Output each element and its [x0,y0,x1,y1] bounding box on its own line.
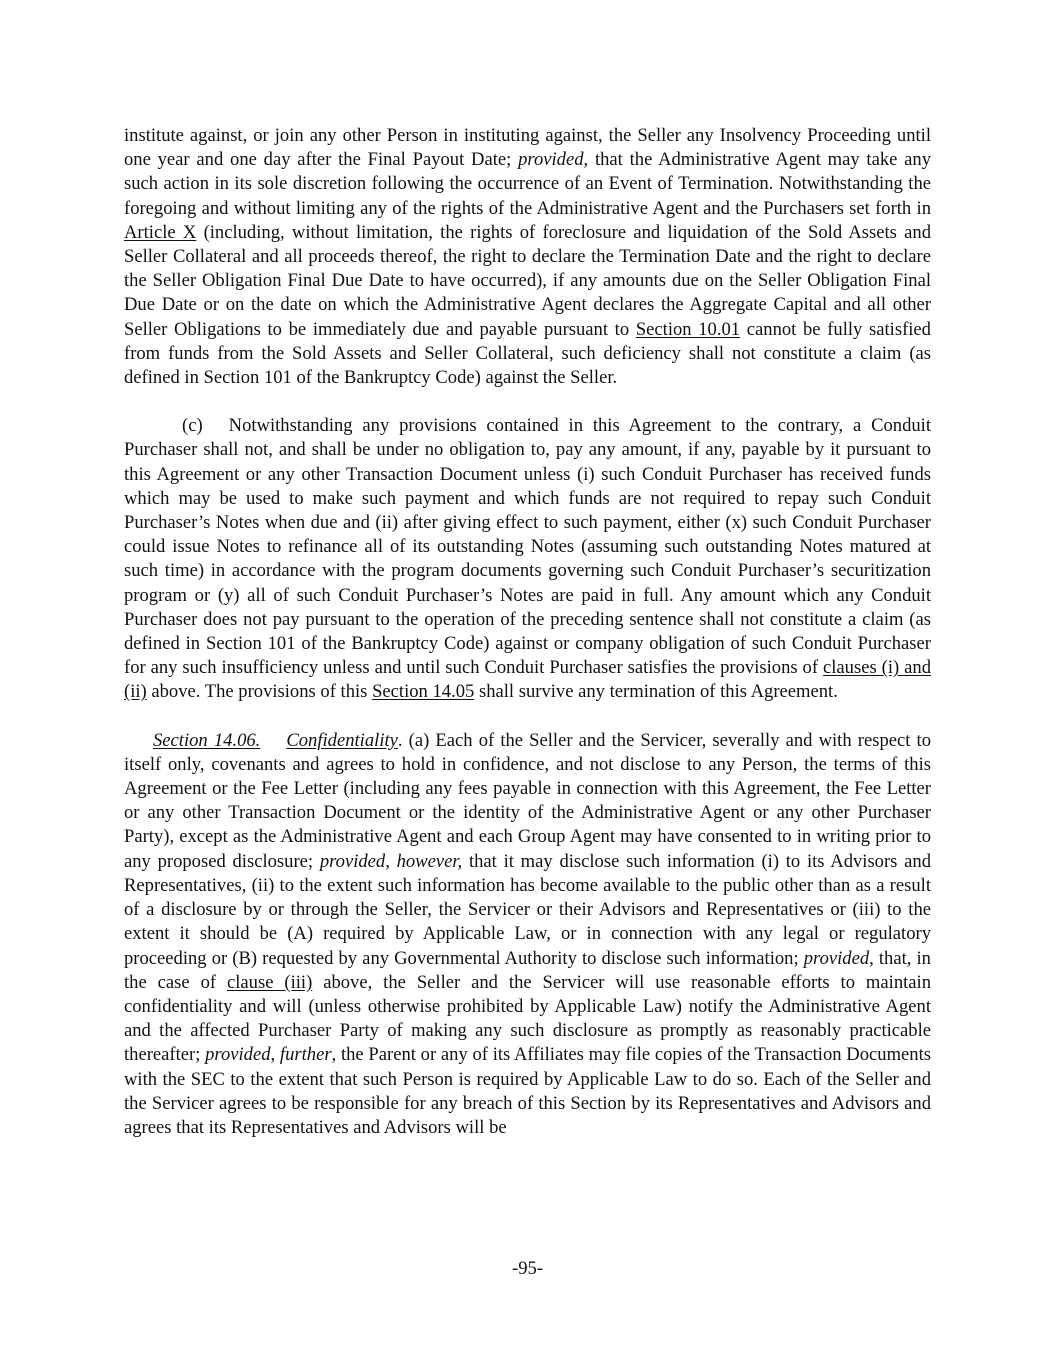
provided-italic: provided, [803,947,874,969]
further-italic: further [279,1044,332,1066]
section-10-01-reference: Section 10.01 [635,318,741,340]
section-14-05-reference: Section 14.05 [372,681,475,703]
section-title: Confidentiality [286,729,398,751]
paragraph-text: above. The provisions of this [146,681,373,703]
paragraph-text: that the Administrative Agent may take any such action in its sole discretion following the occurrence of an Event of Termination. Notwithstanding the foregoing and without limiting any of the rights of the Administrative Agent and the Purchasers set forth in [124,149,931,219]
page-number: -95- [512,1258,543,1279]
paragraph-text: Notwithstanding any provisions contained in this Agreement to the contrary, a Conduit Purchaser shall not, and shall be under no obligation to, pay any amount, if any, payable by it pursuant to this Agreement or any other Transaction Document unless (i) such Conduit Purchaser has received funds which may be used to make such payment and which funds are not required to repay such Conduit Purchaser’s Notes when due and (ii) after giving effect to such payment, either (x) such Conduit Purchaser could issue Notes to refinance all of its outstanding Notes (assuming such outstanding Notes matured at such time) in accordance with the program documents governing such Conduit Purchaser’s securitization program or (y) all of such Conduit Purchaser’s Notes are paid in full. Any amount which any Conduit Purchaser does not pay pursuant to the operation of the preceding sentence shall not constitute a claim (as defined in Section 101 of the Bankruptcy Code) against or company obligation of such Conduit Purchaser for any such insufficiency unless and until such Conduit Purchaser satisfies the provisions of [124,415,931,679]
clauses-reference: clauses (i) and (ii) [124,657,931,703]
provided-italic: provided [205,1044,271,1066]
paragraph-text: that it may disclose such information (i) to its Advisors and Representatives, (ii) to the extent such information has become available to the public other than as a result of a disclosure by or through the Seller, the Servicer or their Advisors and Representatives or (iii) to the extent it should be (A) required by Applicable Law, or in connection with any legal or regulatory proceeding or (B) requested by any Governmental Authority to disclose such information; [124,850,932,969]
paragraph-text: above, the Seller and the Servicer will use reasonable efforts to maintain confidentiality and will (unless otherwise prohibited by Applicable Law) notify the Administrative Agent and the affected Purchaser Party of making any such disclosure as promptly as reasonably practicable thereafter; [124,971,931,1066]
paragraph-text: shall survive any termination of this Agreement. [474,681,838,703]
paragraph-label: (c) [182,415,203,437]
paragraph-text: that, in the case of [124,947,931,993]
paragraph-text: cannot be fully satisfied from funds from the Sold Assets and Seller Collateral, such deficiency shall not constitute a claim (as defined in Section 101 of the Bankruptcy Code) against the Seller. [124,318,931,389]
paragraph-gap [124,705,931,729]
paragraph-text: , the Parent or any of its Affiliates may file copies of the Transaction Documents with the SEC to the extent that such Person is required by Applicable Law to do so. Each of the Seller and the Servicer agrees to be responsible for any breach of this Section by its Representatives and Advisors and agrees that its Representatives and Advisors will be [124,1044,931,1138]
paragraph-text: , [270,1044,280,1066]
section-title-period: . [397,729,403,751]
paragraph-text: institute against, or join any other Person in instituting against, the Seller any Insolvency Proceeding until one year and one day after the Final Payout Date; [124,125,931,171]
paragraph-text: (including, without limitation, the rights of foreclosure and liquidation of the Sold Assets and Seller Collateral and all proceeds thereof, the right to declare the Termination Date and the right to declare the Seller Obligation Final Due Date to have occurred), if any amounts due on the Seller Obligation Final Due Date or on the date on which the Administrative Agent declares the Aggregate Capital and all other Seller Obligations to be immediately due and payable pursuant to [124,221,932,340]
paragraph-gap [124,390,931,414]
paragraph-text: (a) Each of the Seller and the Servicer, severally and with respect to itself only, covenants and agrees to hold in confidence, and not disclose to any Person, the terms of this Agreement or the Fee Letter (including any fees payable in connection with this Agreement, the Fee Letter or any other Transaction Document or the identity of the Administrative Agent or any other Purchaser Party), except as the Administrative Agent and each Group Agent may have consented to in writing prior to any proposed disclosure; [124,729,931,872]
provided-italic: provided, [518,149,589,171]
paragraph-insolvency-proceeding [124,124,931,390]
section-number: Section 14.06. [153,729,261,751]
section-14-06-confidentiality [124,729,931,1140]
article-x-reference: Article X [124,221,197,243]
provided-however-italic: provided, however, [319,850,463,872]
paragraph-c-conduit-purchaser [124,414,931,704]
document-page [124,124,931,1140]
clause-iii-reference: clause (iii) [227,971,313,993]
